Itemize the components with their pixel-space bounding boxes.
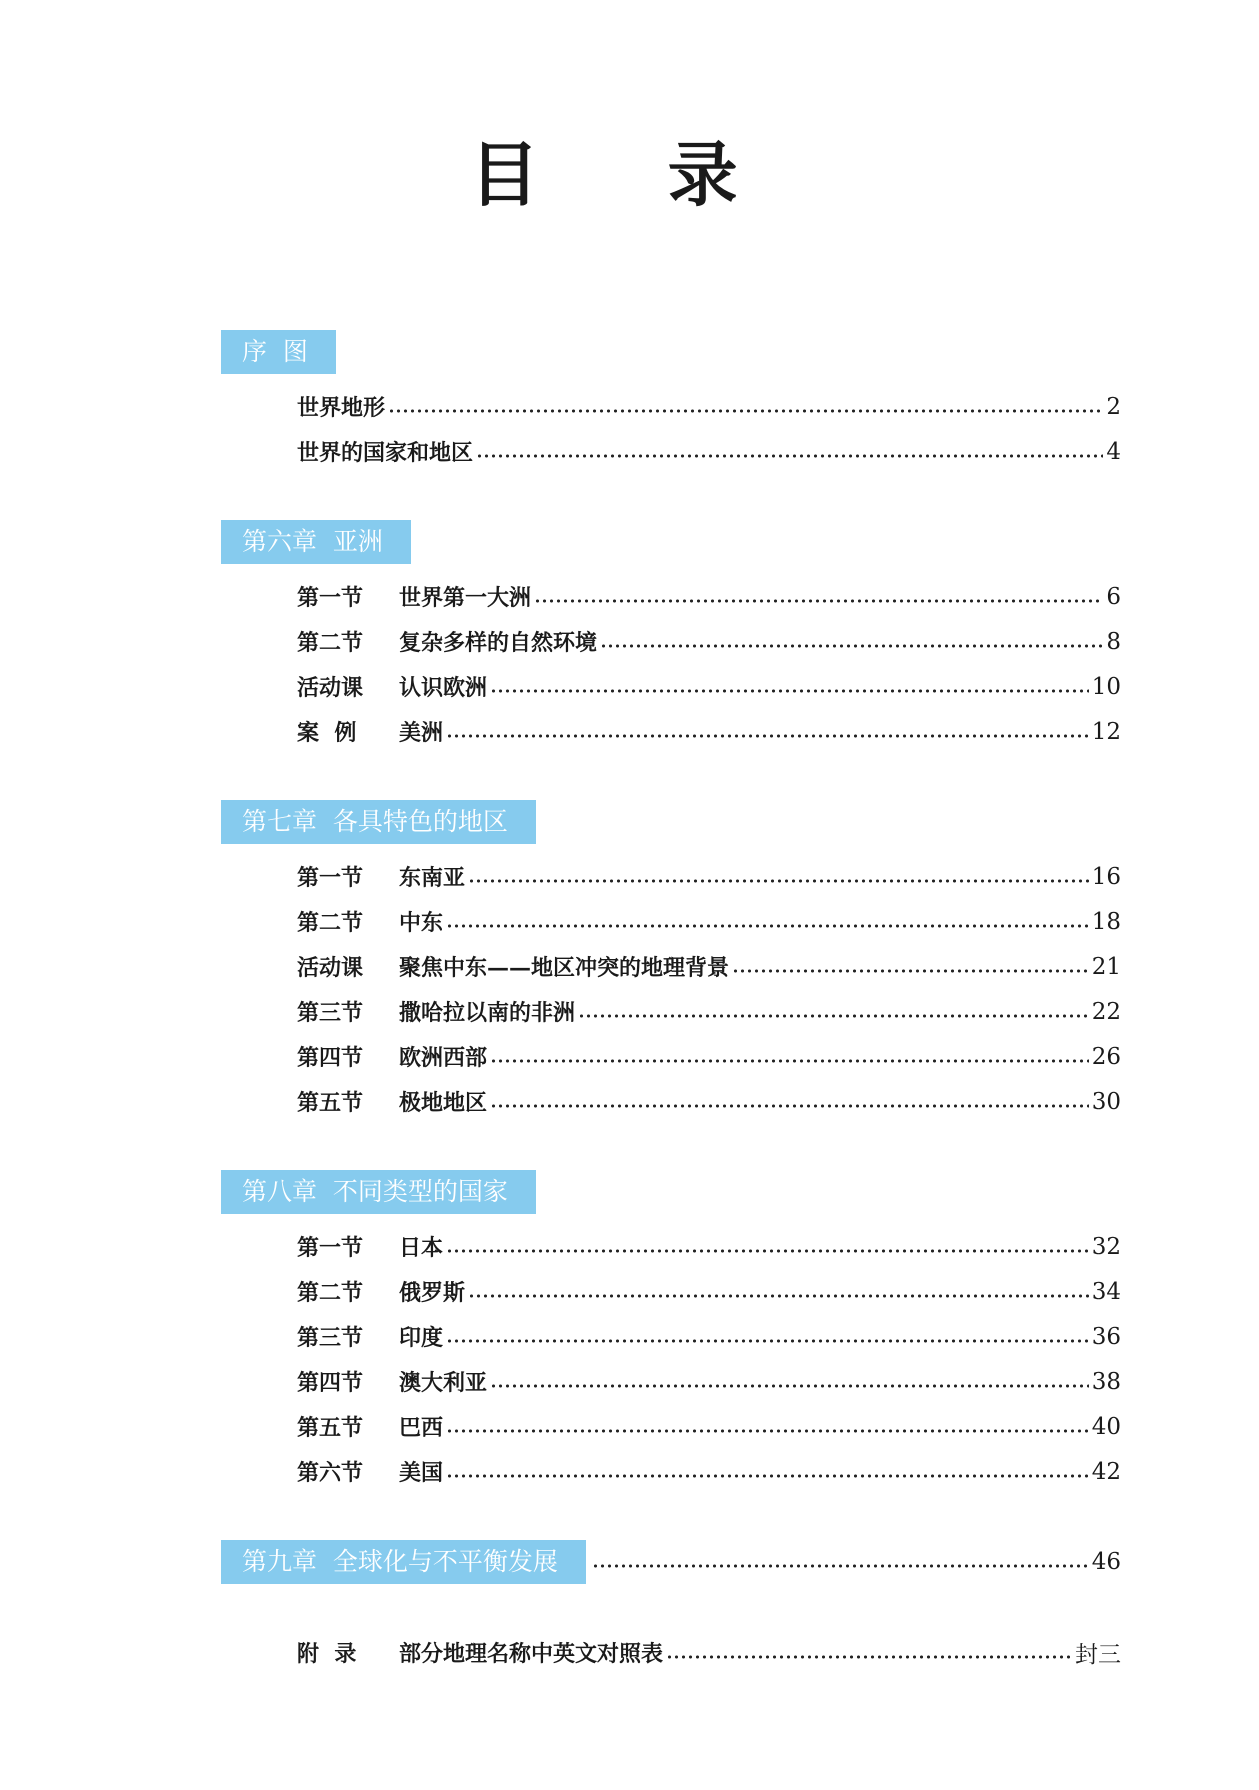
- dot-leader: [476, 454, 1103, 458]
- entry-title: 世界第一大洲: [399, 585, 532, 611]
- entry-title: 中东: [399, 910, 444, 936]
- toc-entry[interactable]: [221, 854, 1121, 899]
- dot-leader: [490, 1059, 1089, 1063]
- dot-leader: [592, 1564, 1089, 1568]
- section-label: 第五节: [297, 1415, 364, 1441]
- toc-entry[interactable]: [221, 1079, 1121, 1124]
- toc-entry[interactable]: [221, 1630, 1121, 1675]
- entry-title: 极地地区: [399, 1090, 488, 1116]
- toc-entry[interactable]: [221, 899, 1121, 944]
- toc-entry[interactable]: [221, 1034, 1121, 1079]
- entry-title: 俄罗斯: [399, 1280, 466, 1306]
- toc-section: [221, 1630, 1121, 1675]
- entry-title: 复杂多样的自然环境: [399, 630, 598, 656]
- toc-section: [221, 1540, 1121, 1584]
- entry-title: 撒哈拉以南的非洲: [399, 1000, 576, 1026]
- dot-leader: [446, 1429, 1089, 1433]
- section-label: 第五节: [297, 1090, 364, 1116]
- entry-title: 世界的国家和地区: [297, 440, 474, 466]
- dot-leader: [578, 1014, 1089, 1018]
- chapter-heading[interactable]: 第九章 全球化与不平衡发展: [221, 1540, 586, 1584]
- chapter-heading[interactable]: 第八章 不同类型的国家: [221, 1170, 536, 1214]
- toc-entry[interactable]: [221, 619, 1121, 664]
- section-label: 第二节: [297, 630, 364, 656]
- entry-title: 世界地形: [297, 395, 386, 421]
- chapter-heading-row: [221, 330, 1121, 374]
- page-number: 32: [1091, 1233, 1121, 1260]
- page-number: 4: [1106, 438, 1121, 465]
- dot-leader: [534, 599, 1103, 603]
- section-label: 第三节: [297, 1000, 364, 1026]
- section-label: 案 例: [297, 720, 357, 746]
- toc-entry[interactable]: [221, 1404, 1121, 1449]
- page-title: 目 录: [469, 133, 790, 216]
- chapter-heading-row: [221, 1540, 1121, 1584]
- section-label: 第一节: [297, 1235, 364, 1261]
- page-number: 38: [1091, 1368, 1121, 1395]
- page-number: 2: [1106, 393, 1121, 420]
- page-number: 22: [1091, 998, 1121, 1025]
- section-label: 第二节: [297, 910, 364, 936]
- chapter-heading[interactable]: 序 图: [221, 330, 336, 374]
- entry-title: 澳大利亚: [399, 1370, 488, 1396]
- dot-leader: [446, 1474, 1089, 1478]
- section-label: 第四节: [297, 1045, 364, 1071]
- dot-leader: [388, 409, 1103, 413]
- entry-title: 美洲: [399, 720, 444, 746]
- page-number: 16: [1091, 863, 1121, 890]
- section-label: 第二节: [297, 1280, 364, 1306]
- dot-leader: [490, 1104, 1089, 1108]
- toc-entry[interactable]: [221, 664, 1121, 709]
- dot-leader: [490, 1384, 1089, 1388]
- section-label: 活动课: [297, 675, 364, 701]
- section-label: 附 录: [297, 1641, 357, 1667]
- section-label: 活动课: [297, 955, 364, 981]
- page-number: 12: [1091, 718, 1121, 745]
- page-number[interactable]: 46: [1091, 1549, 1121, 1575]
- page-number: 18: [1091, 908, 1121, 935]
- toc-entry[interactable]: [221, 944, 1121, 989]
- dot-leader: [446, 1339, 1089, 1343]
- chapter-heading-row: [221, 1170, 1121, 1214]
- entry-title: 认识欧洲: [399, 675, 488, 701]
- dot-leader: [446, 924, 1089, 928]
- chapter-heading-row: [221, 800, 1121, 844]
- toc-entry[interactable]: [221, 384, 1121, 429]
- dot-leader: [490, 689, 1089, 693]
- toc-entry[interactable]: [221, 709, 1121, 754]
- entry-title: 日本: [399, 1235, 444, 1261]
- toc-section: [221, 520, 1121, 754]
- chapter-heading-row: [221, 520, 1121, 564]
- toc-entry[interactable]: [221, 1449, 1121, 1494]
- toc-section: [221, 330, 1121, 474]
- toc-entry[interactable]: [221, 574, 1121, 619]
- dot-leader: [732, 969, 1089, 973]
- entry-title: 巴西: [399, 1415, 444, 1441]
- section-label: 第六节: [297, 1460, 364, 1486]
- toc-entry[interactable]: [221, 1314, 1121, 1359]
- entry-title: 东南亚: [399, 865, 466, 891]
- dot-leader: [446, 1249, 1089, 1253]
- toc-section: [221, 800, 1121, 1124]
- section-label: 第一节: [297, 865, 364, 891]
- page-number: 26: [1091, 1043, 1121, 1070]
- page-number: 21: [1091, 953, 1121, 980]
- table-of-contents: [221, 330, 1121, 1721]
- chapter-heading[interactable]: 第六章 亚洲: [221, 520, 411, 564]
- chapter-leader: [592, 1540, 1121, 1584]
- page-number: 36: [1091, 1323, 1121, 1350]
- section-label: 第三节: [297, 1325, 364, 1351]
- dot-leader: [666, 1655, 1072, 1659]
- toc-entry[interactable]: [221, 989, 1121, 1034]
- page-number: 34: [1091, 1278, 1121, 1305]
- page-number: 40: [1091, 1413, 1121, 1440]
- page-number: 8: [1106, 628, 1121, 655]
- dot-leader: [468, 1294, 1089, 1298]
- entry-title: 部分地理名称中英文对照表: [399, 1641, 664, 1667]
- dot-leader: [468, 879, 1089, 883]
- entry-title: 欧洲西部: [399, 1045, 488, 1071]
- toc-section: [221, 1170, 1121, 1494]
- toc-entry[interactable]: [221, 1224, 1121, 1269]
- page-number: 6: [1106, 583, 1121, 610]
- entry-title: 聚焦中东——地区冲突的地理背景: [399, 955, 730, 981]
- entry-title: 印度: [399, 1325, 444, 1351]
- section-label: 第四节: [297, 1370, 364, 1396]
- page-number: 42: [1091, 1458, 1121, 1485]
- entry-title: 美国: [399, 1460, 444, 1486]
- toc-entry[interactable]: [221, 1269, 1121, 1314]
- page-number: 10: [1091, 673, 1121, 700]
- chapter-heading[interactable]: 第七章 各具特色的地区: [221, 800, 536, 844]
- page-number: 30: [1091, 1088, 1121, 1115]
- section-label: 第一节: [297, 585, 364, 611]
- dot-leader: [600, 644, 1103, 648]
- toc-entry[interactable]: [221, 1359, 1121, 1404]
- dot-leader: [446, 734, 1089, 738]
- page-number: 封三: [1075, 1642, 1121, 1668]
- toc-entry[interactable]: [221, 429, 1121, 474]
